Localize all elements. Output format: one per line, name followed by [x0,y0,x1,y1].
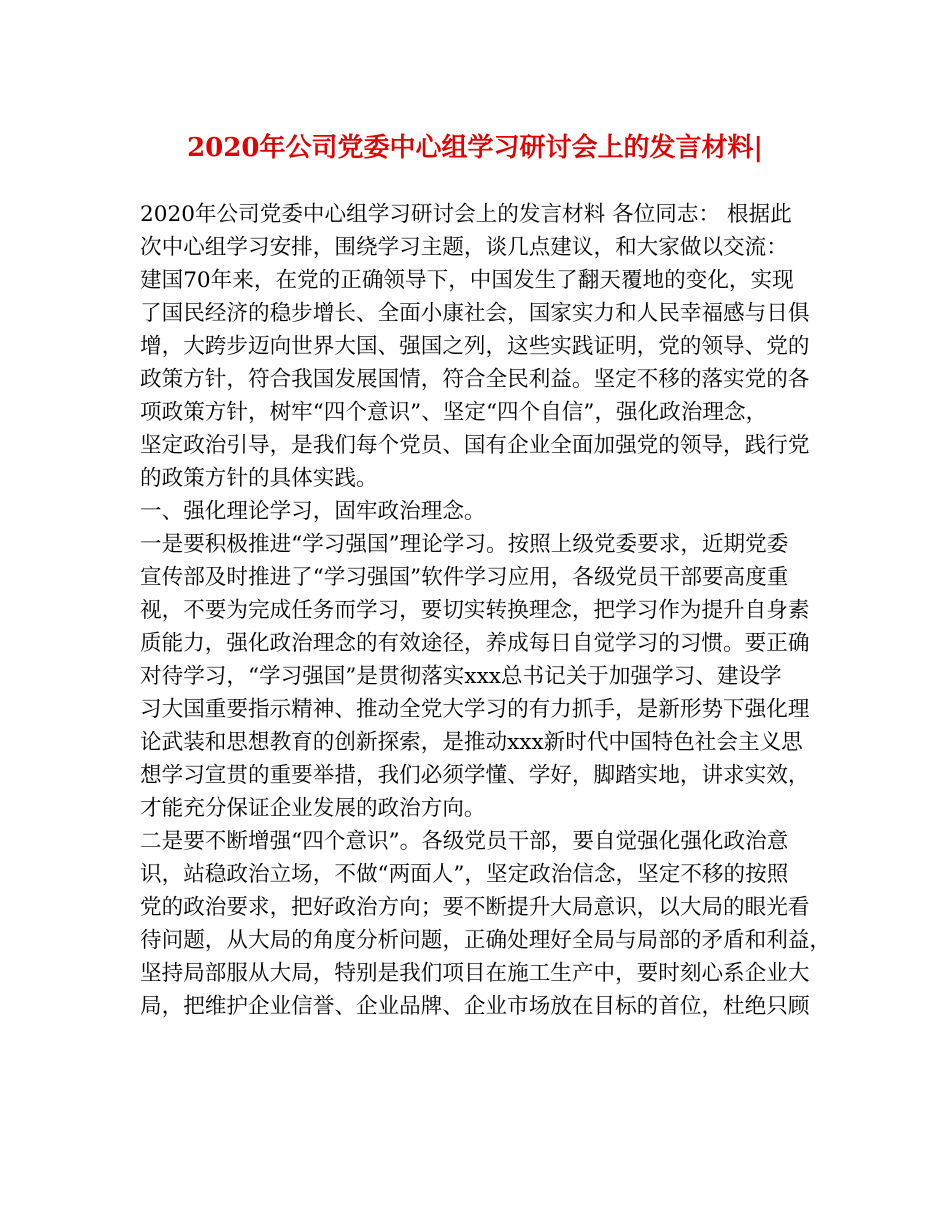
body-line: 了国民经济的稳步增长、全面小康社会，国家实力和人民幸福感与日俱 [140,301,810,326]
body-line: 才能充分保证企业发展的政治方向。 [140,796,486,821]
body-line: 坚持局部服从大局，特别是我们项目在施工生产中，要时刻心系企业大 [140,961,810,986]
body-line: 待问题，从大局的角度分析问题，正确处理好全局与局部的矛盾和利益， [140,928,832,953]
body-line: 建国70年来，在党的正确领导下，中国发生了翻天覆地的变化，实现 [140,268,794,293]
body-line: 增，大跨步迈向世界大国、强国之列，这些实践证明，党的领导、党的 [140,334,810,359]
body-line: 论武装和思想教育的创新探索，是推动xxx新时代中国特色社会主义思 [140,730,803,755]
document-title: 2020年公司党委中心组学习研讨会上的发言材料| [187,133,763,163]
document-body [140,198,830,1023]
body-line: 习大国重要指示精神、推动全党大学习的有力抓手，是新形势下强化理 [140,697,810,722]
body-line: 一是要积极推进“学习强国”理论学习。按照上级党委要求，近期党委 [140,532,789,557]
body-line: 识，站稳政治立场，不做“两面人”，坚定政治信念，坚定不移的按照 [140,862,789,887]
body-line: 政策方针，符合我国发展国情，符合全民利益。坚定不移的落实党的各 [140,367,810,392]
body-line: 坚定政治引导，是我们每个党员、国有企业全面加强党的领导，践行党 [140,433,810,458]
body-line: 想学习宣贯的重要举措，我们必须学懂、学好，脚踏实地，讲求实效， [140,763,810,788]
body-line: 党的政治要求，把好政治方向；要不断提升大局意识，以大局的眼光看 [140,895,810,920]
body-line: 视，不要为完成任务而学习，要切实转换理念，把学习作为提升自身素 [140,598,810,623]
body-line: 2020年公司党委中心组学习研讨会上的发言材料 各位同志： 根据此 [140,202,792,227]
section-heading: 一、强化理论学习，固牢政治理念。 [140,499,486,524]
body-line: 次中心组学习安排，围绕学习主题，谈几点建议，和大家做以交流： [140,235,788,260]
body-line: 局，把维护企业信誉、企业品牌、企业市场放在目标的首位，杜绝只顾 [140,994,810,1019]
body-line: 质能力，强化政治理念的有效途径，养成每日自觉学习的习惯。要正确 [140,631,810,656]
body-line: 的政策方针的具体实践。 [140,466,378,491]
body-line: 二是要不断增强“四个意识”。各级党员干部，要自觉强化强化政治意 [140,829,789,854]
body-line: 宣传部及时推进了“学习强国”软件学习应用，各级党员干部要高度重 [140,565,789,590]
body-line: 项政策方针，树牢“四个意识”、坚定“四个自信”，强化政治理念， [140,400,768,425]
body-line: 对待学习，“学习强国”是贯彻落实xxx总书记关于加强学习、建设学 [140,664,782,689]
